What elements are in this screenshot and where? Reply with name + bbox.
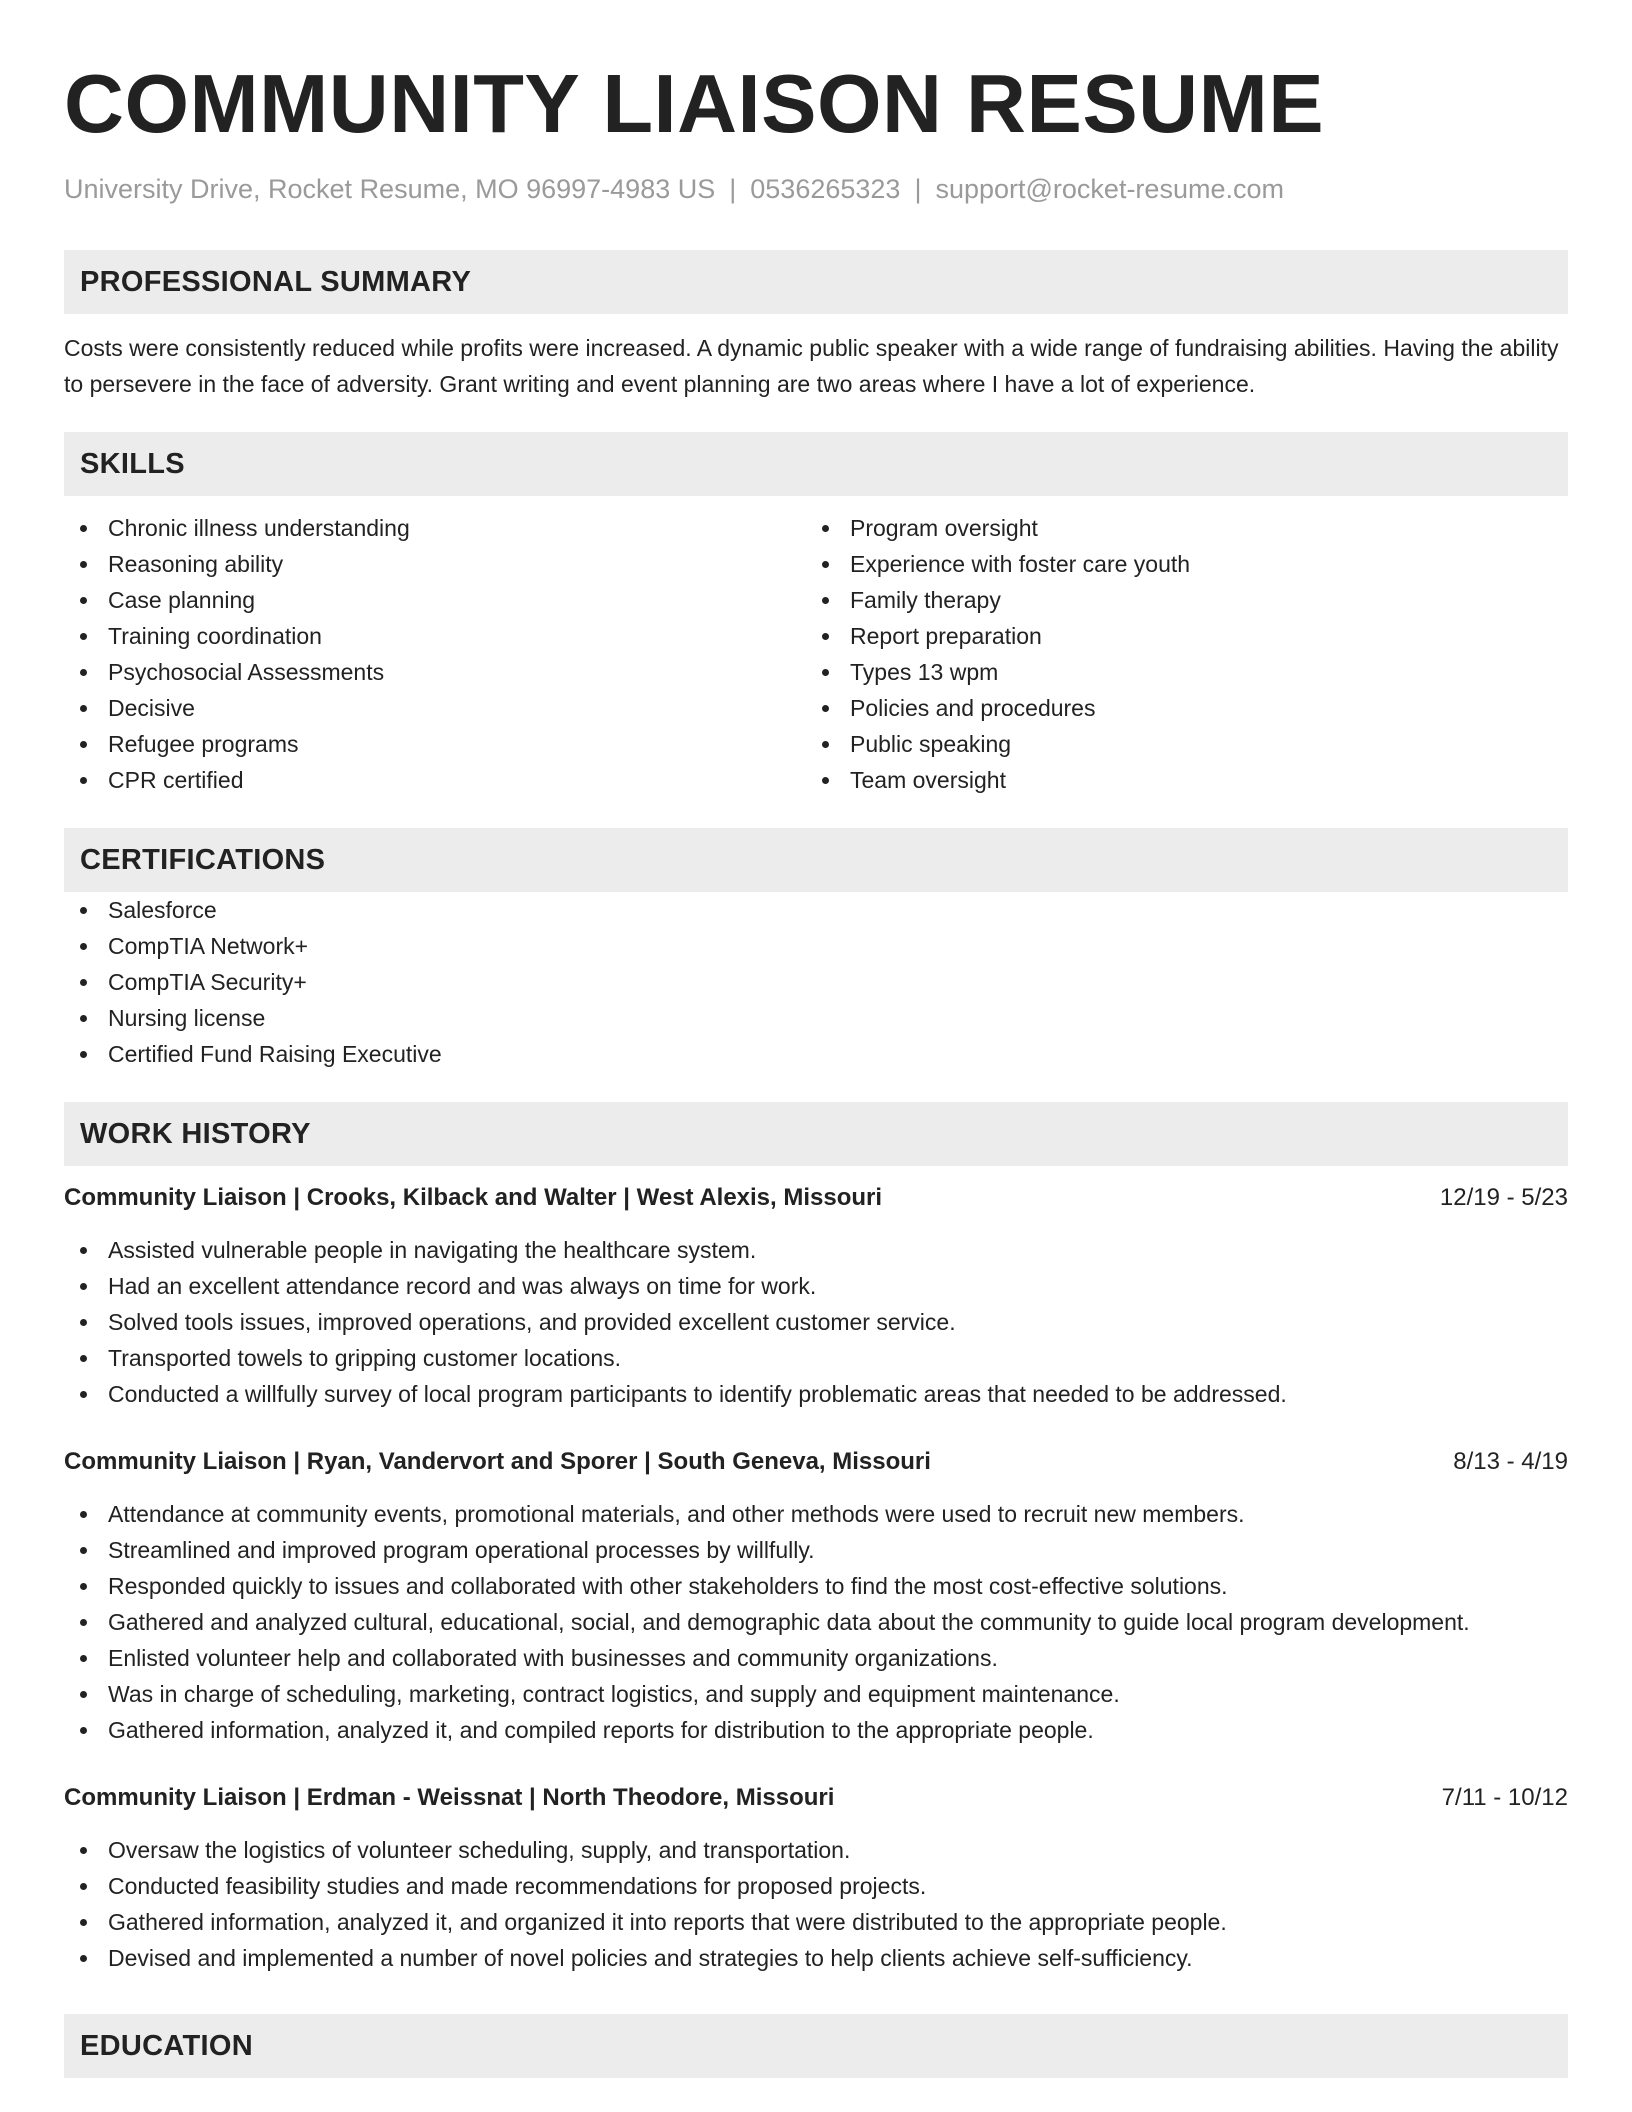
skill-item: Case planning bbox=[64, 582, 806, 618]
certifications-heading: CERTIFICATIONS bbox=[80, 843, 326, 876]
job-header bbox=[64, 1780, 1568, 1816]
contact-separator: | bbox=[914, 174, 922, 204]
education-heading: EDUCATION bbox=[80, 2029, 253, 2062]
summary-text: Costs were consistently reduced while profits were increased. A dynamic public speaker with a wide range of fundraising abilities. Having the ability to persevere in the face of adversity. Grant writing and event planning are two areas where I have a lot of experience. bbox=[64, 335, 1559, 397]
job-header bbox=[64, 1180, 1568, 1216]
skills-grid bbox=[64, 510, 1568, 798]
job-bullet: Was in charge of scheduling, marketing, contract logistics, and supply and equipment maintenance. bbox=[64, 1676, 1568, 1712]
job-entry bbox=[64, 1444, 1568, 1748]
job-bullets bbox=[64, 1232, 1568, 1412]
job-bullets bbox=[64, 1832, 1568, 1976]
skill-item: Decisive bbox=[64, 690, 806, 726]
skills-list-right bbox=[806, 510, 1548, 798]
certification-item: Salesforce bbox=[64, 892, 1568, 928]
job-dates: 7/11 - 10/12 bbox=[1441, 1784, 1568, 1811]
skill-item: Reasoning ability bbox=[64, 546, 806, 582]
job-title: Community Liaison | Ryan, Vandervort and Sporer | South Geneva, Missouri bbox=[64, 1448, 931, 1475]
job-bullet: Streamlined and improved program operational processes by willfully. bbox=[64, 1532, 1568, 1568]
skills-heading: SKILLS bbox=[80, 447, 185, 480]
job-bullet: Gathered and analyzed cultural, educational, social, and demographic data about the community to guide local program development. bbox=[64, 1604, 1568, 1640]
work-history-heading: WORK HISTORY bbox=[80, 1117, 311, 1150]
skill-item: CPR certified bbox=[64, 762, 806, 798]
contact-phone: 0536265323 bbox=[750, 174, 901, 204]
work-history-section-header bbox=[64, 1102, 1568, 1166]
job-bullet: Assisted vulnerable people in navigating the healthcare system. bbox=[64, 1232, 1568, 1268]
job-dates: 12/19 - 5/23 bbox=[1439, 1184, 1568, 1211]
certification-item: Certified Fund Raising Executive bbox=[64, 1036, 1568, 1072]
contact-line bbox=[64, 172, 1568, 206]
certification-item: CompTIA Network+ bbox=[64, 928, 1568, 964]
job-bullet: Conducted a willfully survey of local program participants to identify problematic areas that needed to be addressed. bbox=[64, 1376, 1568, 1412]
skill-item: Psychosocial Assessments bbox=[64, 654, 806, 690]
job-entry bbox=[64, 1180, 1568, 1412]
job-bullets bbox=[64, 1496, 1568, 1748]
certification-item: Nursing license bbox=[64, 1000, 1568, 1036]
certifications-list bbox=[64, 892, 1568, 1072]
job-title: Community Liaison | Erdman - Weissnat | North Theodore, Missouri bbox=[64, 1784, 835, 1811]
resume-page bbox=[64, 0, 1568, 2078]
skills-list-left bbox=[64, 510, 806, 798]
skill-item: Types 13 wpm bbox=[806, 654, 1548, 690]
skill-item: Chronic illness understanding bbox=[64, 510, 806, 546]
job-bullet: Oversaw the logistics of volunteer scheduling, supply, and transportation. bbox=[64, 1832, 1568, 1868]
contact-address: University Drive, Rocket Resume, MO 96997-4983 US bbox=[64, 174, 716, 204]
contact-separator: | bbox=[729, 174, 737, 204]
skill-item: Program oversight bbox=[806, 510, 1548, 546]
skills-section-header bbox=[64, 432, 1568, 496]
skill-item: Policies and procedures bbox=[806, 690, 1548, 726]
skill-item: Training coordination bbox=[64, 618, 806, 654]
certification-item: CompTIA Security+ bbox=[64, 964, 1568, 1000]
summary-section-header bbox=[64, 250, 1568, 314]
job-bullet: Responded quickly to issues and collaborated with other stakeholders to find the most cost-effective solutions. bbox=[64, 1568, 1568, 1604]
job-bullet: Devised and implemented a number of novel policies and strategies to help clients achieve self-sufficiency. bbox=[64, 1940, 1568, 1976]
job-bullet: Solved tools issues, improved operations, and provided excellent customer service. bbox=[64, 1304, 1568, 1340]
contact-email[interactable]: support@rocket-resume.com bbox=[935, 174, 1284, 204]
job-bullet: Conducted feasibility studies and made recommendations for proposed projects. bbox=[64, 1868, 1568, 1904]
skill-item: Report preparation bbox=[806, 618, 1548, 654]
job-header bbox=[64, 1444, 1568, 1480]
job-bullet: Gathered information, analyzed it, and compiled reports for distribution to the appropriate people. bbox=[64, 1712, 1568, 1748]
summary-heading: PROFESSIONAL SUMMARY bbox=[80, 265, 472, 298]
skill-item: Public speaking bbox=[806, 726, 1548, 762]
job-bullet: Gathered information, analyzed it, and organized it into reports that were distributed to the appropriate people. bbox=[64, 1904, 1568, 1940]
skill-item: Experience with foster care youth bbox=[806, 546, 1548, 582]
skill-item: Refugee programs bbox=[64, 726, 806, 762]
certifications-section-header bbox=[64, 828, 1568, 892]
job-title: Community Liaison | Crooks, Kilback and Walter | West Alexis, Missouri bbox=[64, 1184, 883, 1211]
job-dates: 8/13 - 4/19 bbox=[1453, 1448, 1568, 1475]
skill-item: Family therapy bbox=[806, 582, 1548, 618]
job-bullet: Transported towels to gripping customer locations. bbox=[64, 1340, 1568, 1376]
job-bullet: Enlisted volunteer help and collaborated with businesses and community organizations. bbox=[64, 1640, 1568, 1676]
job-bullet: Had an excellent attendance record and was always on time for work. bbox=[64, 1268, 1568, 1304]
skill-item: Team oversight bbox=[806, 762, 1548, 798]
education-section-header bbox=[64, 2014, 1568, 2078]
job-entry bbox=[64, 1780, 1568, 1976]
job-bullet: Attendance at community events, promotional materials, and other methods were used to recruit new members. bbox=[64, 1496, 1568, 1532]
resume-title: COMMUNITY LIAISON RESUME bbox=[64, 57, 1325, 150]
